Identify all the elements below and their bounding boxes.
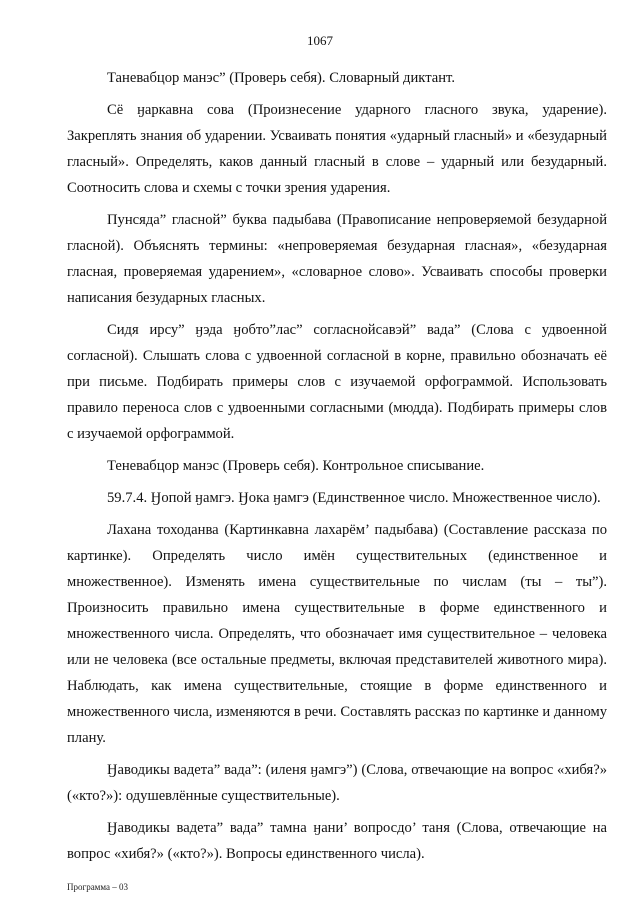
paragraph-double-consonants: Сидя ирсу” ӈэда ӈобто”лас” согласнойсавэй” вада” (Слова с удвоенной согласной). Слышать слова с удвоенной согласной в корне, правильно обозначать её при письме. Подбирать примеры слов с изучаемой орфограммой. Использовать правило переноса слов с удвоенными согласными (мюдда). Подбирать примеры слов с изучаемой орфограммой. (67, 322, 607, 442)
paragraph-singular-questions: Ӈаводикы вадета” вада” тамна ӈани’ вопросдо’ таня (Слова, отвечающие на вопрос «хибя?» («кто?»). Вопросы единственного числа). (67, 820, 607, 862)
document-body (67, 65, 607, 867)
paragraph-picture-story: Лахана тоходанва (Картинкавна лахарём’ падыбава) (Составление рассказа по картинке). Определять число имён существительных (единственное и множественное). Изменять имена существительные по числам (ты – ты”). Произносить правильно имена существительные в форме единственного и множественного числа. Определять, что обозначает имя существительное – человека или не человека (все остальные предметы, включая представителей животного мира). Наблюдать, как имена существительные, стоящие в форме единственного и множественного числа, изменяются в речи. Составлять рассказ по картинке и данному плану. (67, 522, 607, 746)
page-number: 1067 (307, 33, 333, 48)
paragraph-animate-nouns: Ӈаводикы вадета” вада”: (иленя ӈамгэ”) (Слова, отвечающие на вопрос «хибя?» («кто?»): одушевлённые существительные). (67, 762, 607, 804)
section-heading-number: 59.7.4. Ӈопой ӈамгэ. Ӈока ӈамгэ (Единственное число. Множественное число). (107, 490, 601, 506)
paragraph-stress: Сё ӈаркавна сова (Произнесение ударного гласного звука, ударение). Закреплять знания об ударении. Усваивать понятия «ударный гласный» и «безударный гласный». Определять, каков данный гласный в слове – ударный или безударный. Соотносить слова и схемы с точки зрения ударения. (67, 102, 607, 196)
paragraph-unstressed-vowels: Пунсяда” гласной” буква падыбава (Правописание непроверяемой безударной гласной). Объяснять термины: «непроверяемая безударная гласная», «безударная гласная, проверяемая ударением», «словарное слово». Усваивать способы проверки написания безударных гласных. (67, 212, 607, 306)
paragraph-self-check-dictation: Таневабцор манэс” (Проверь себя). Словарный диктант. (107, 70, 455, 86)
footer-program-label: Программа – 03 (67, 882, 129, 892)
paragraph-control-copying: Теневабцор манэс (Проверь себя). Контрольное списывание. (107, 458, 485, 474)
